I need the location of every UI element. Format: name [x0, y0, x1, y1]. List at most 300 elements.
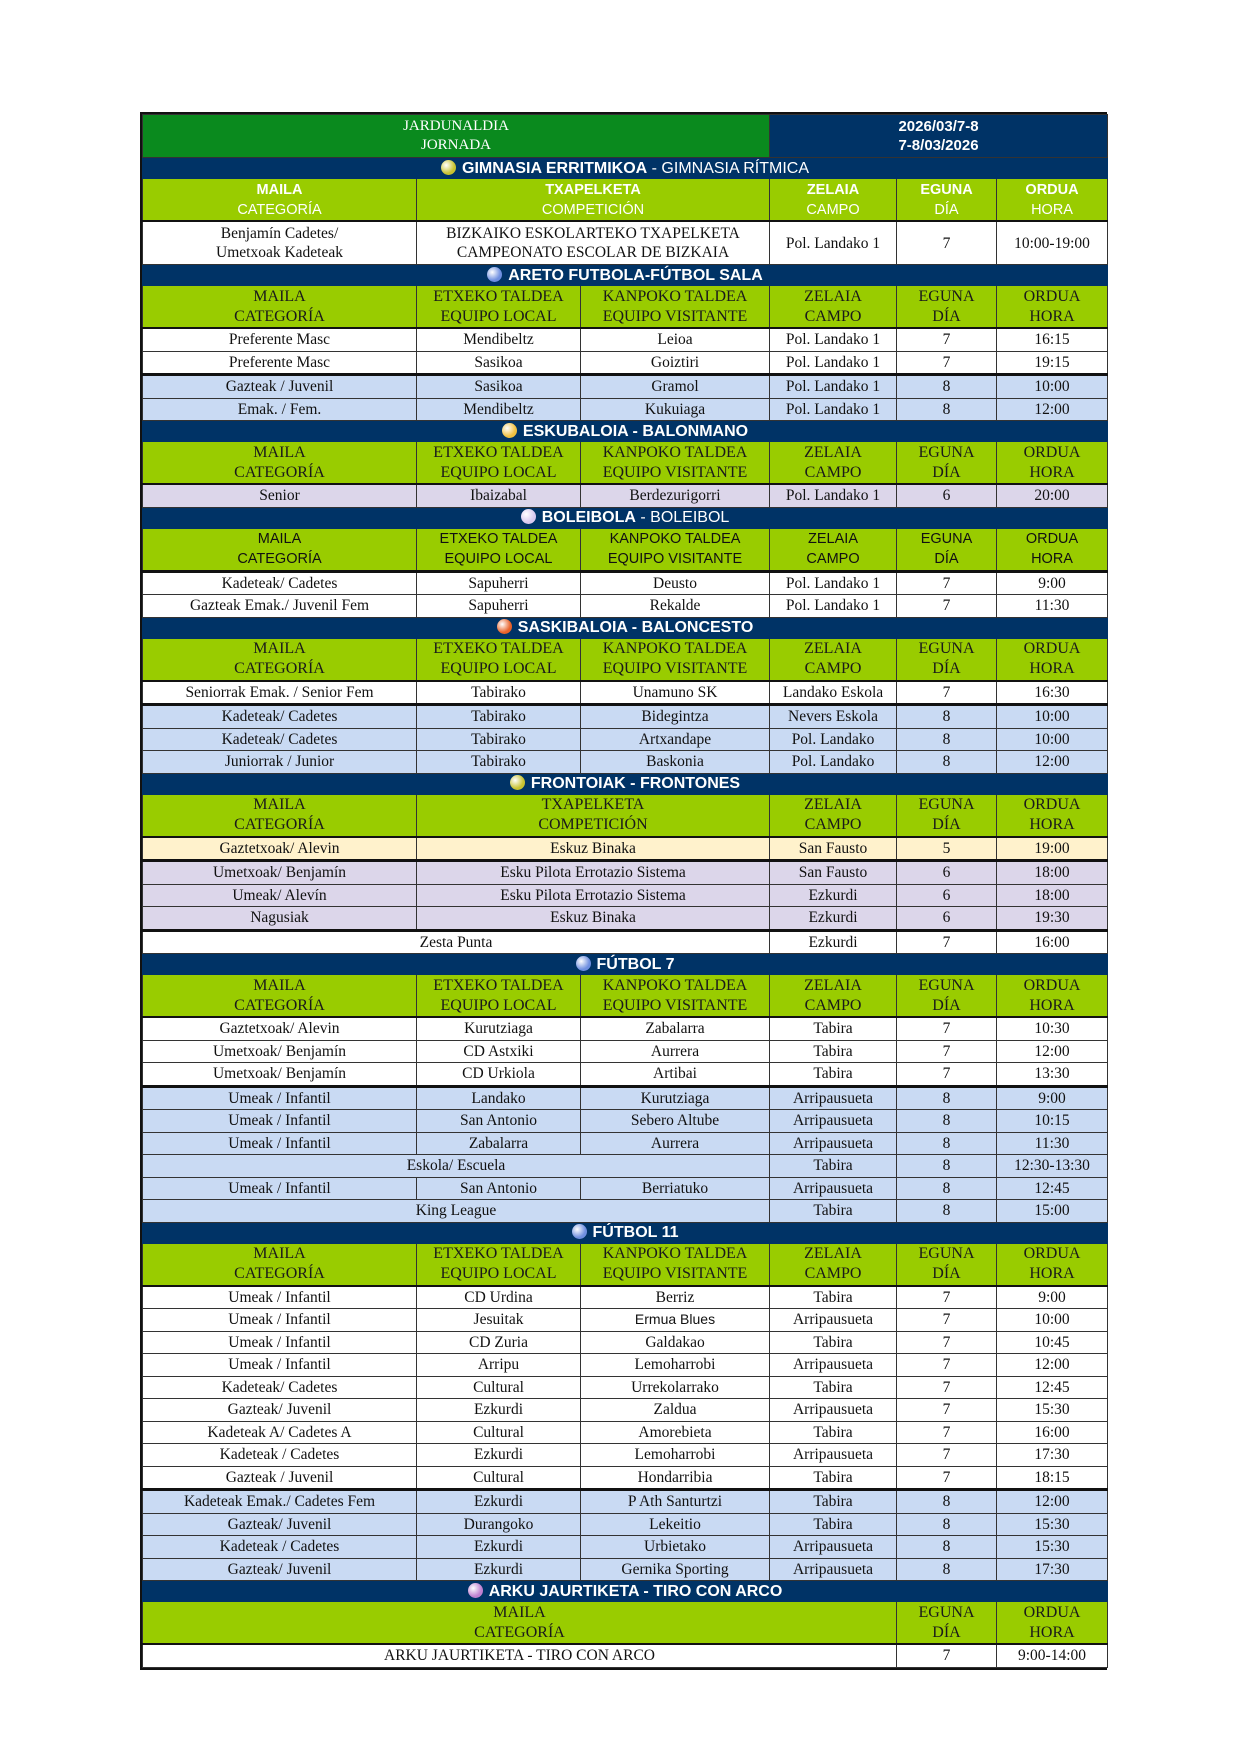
- table-cell: Jesuitak: [417, 1309, 581, 1332]
- cell-text: 12:30-13:30: [1014, 1157, 1090, 1175]
- table-cell: 12:00: [997, 1040, 1108, 1063]
- table-cell: Ezkurdi: [417, 1490, 581, 1514]
- table-cell: Emak. / Fem.: [143, 398, 417, 421]
- table-cell: [997, 1155, 1108, 1178]
- schedule-sheet: [140, 112, 1107, 1670]
- column-header-eu: MAILA: [253, 287, 306, 305]
- section-title-row: [143, 954, 1108, 975]
- cell-text: Umetxoak/ Benjamín: [212, 864, 346, 882]
- table-cell: 18:15: [997, 1466, 1108, 1490]
- column-header: [897, 1243, 997, 1286]
- table-cell: Umeak / Infantil: [143, 1331, 417, 1354]
- table-cell: 12:00: [997, 1354, 1108, 1377]
- table-cell: Berriatuko: [581, 1177, 770, 1200]
- table-cell: Umeak / Infantil: [143, 1132, 417, 1155]
- table-cell: 7: [897, 1309, 997, 1332]
- cell-text: 6: [942, 886, 951, 904]
- table-cell: Pol. Landako: [770, 728, 897, 751]
- table-cell: [997, 1644, 1108, 1667]
- column-header-eu: MAILA: [253, 976, 306, 994]
- table-cell: 12:00: [997, 398, 1108, 421]
- section-title: [143, 1222, 1108, 1243]
- table-cell: Berriz: [581, 1286, 770, 1309]
- column-header-es: CATEGORÍA: [234, 996, 325, 1014]
- column-header-es: DÍA: [932, 1623, 961, 1641]
- section-title-main: ARETO FUTBOLA-FÚTBOL SALA: [508, 266, 763, 284]
- table-row: [143, 1200, 1108, 1223]
- column-header: [997, 528, 1108, 571]
- table-cell: [143, 907, 417, 931]
- table-row: [143, 1536, 1108, 1559]
- table-row: [143, 884, 1108, 907]
- table-cell: Nevers Eskola: [770, 705, 897, 729]
- column-header-es: HORA: [1029, 660, 1075, 677]
- table-cell: [997, 930, 1108, 954]
- column-header-eu: ZELAIA: [804, 287, 862, 305]
- column-header: [897, 638, 997, 681]
- table-cell: Zabalarra: [417, 1132, 581, 1155]
- archery-icon: [468, 1583, 483, 1598]
- table-row: [143, 751, 1108, 774]
- column-header-es: DÍA: [932, 996, 961, 1014]
- table-cell: Lemoharrobi: [581, 1444, 770, 1467]
- table-cell: Goiztiri: [581, 351, 770, 375]
- table-cell: Leioa: [581, 328, 770, 351]
- table-row: [143, 681, 1108, 705]
- table-cell: 16:00: [997, 1421, 1108, 1444]
- table-cell: 7: [897, 1017, 997, 1040]
- column-header: [417, 286, 581, 329]
- column-header-es: CATEGORÍA: [474, 1623, 565, 1641]
- table-row: [143, 1376, 1108, 1399]
- cell-text: 10:00-19:00: [1014, 234, 1090, 252]
- table-cell: [897, 1644, 997, 1667]
- table-cell: Galdakao: [581, 1331, 770, 1354]
- column-header-es: CAMPO: [804, 660, 862, 677]
- column-header-es: HORA: [1031, 201, 1073, 218]
- column-header-eu: KANPOKO TALDEA: [602, 1245, 748, 1262]
- table-row: [143, 1644, 1108, 1667]
- table-cell: Landako Eskola: [770, 681, 897, 705]
- table-cell: Hondarribia: [581, 1466, 770, 1490]
- column-header: [770, 528, 897, 571]
- table-cell: [897, 907, 997, 931]
- table-cell: Artibai: [581, 1063, 770, 1087]
- table-row: [143, 1513, 1108, 1536]
- table-cell: 8: [897, 751, 997, 774]
- table-cell: [143, 861, 417, 885]
- cell-text: Eskola/ Escuela: [406, 1157, 506, 1175]
- column-header: [897, 286, 997, 329]
- table-cell: 7: [897, 1466, 997, 1490]
- table-row: [143, 398, 1108, 421]
- table-cell: P Ath Santurtzi: [581, 1490, 770, 1514]
- column-header-es: EQUIPO LOCAL: [440, 996, 557, 1014]
- table-cell: Arripausueta: [770, 1536, 897, 1559]
- column-header-eu: TXAPELKETA: [545, 181, 641, 198]
- column-header: [997, 179, 1108, 222]
- table-cell: Umeak / Infantil: [143, 1110, 417, 1133]
- column-header-es: COMPETICIÓN: [541, 201, 645, 218]
- table-cell: [997, 221, 1108, 265]
- column-header-eu: ZELAIA: [804, 976, 862, 994]
- table-cell: 8: [897, 728, 997, 751]
- table-row: [143, 1017, 1108, 1040]
- table-cell: Tabira: [770, 1376, 897, 1399]
- table-cell: Arripausueta: [770, 1110, 897, 1133]
- table-cell: Ezkurdi: [417, 1558, 581, 1581]
- section-title-main: GIMNASIA ERRITMIKOA: [462, 159, 648, 177]
- column-header: [897, 975, 997, 1018]
- date-eu: 2026/03/7-8: [898, 118, 979, 135]
- table-cell: 7: [897, 1444, 997, 1467]
- column-header-es: HORA: [1029, 1265, 1075, 1282]
- table-cell: 7: [897, 681, 997, 705]
- column-header-es: DÍA: [932, 660, 961, 677]
- handball-player-icon: [502, 423, 517, 438]
- table-cell: Juniorrak / Junior: [143, 751, 417, 774]
- table-cell: [770, 221, 897, 265]
- table-cell: 15:30: [997, 1399, 1108, 1422]
- column-header-eu: ETXEKO TALDEA: [433, 443, 564, 461]
- table-cell: Aurrera: [581, 1040, 770, 1063]
- jornada-es: JORNADA: [421, 137, 492, 153]
- table-cell: Kadeteak/ Cadetes: [143, 705, 417, 729]
- table-cell: [897, 1155, 997, 1178]
- column-header-eu: ORDUA: [1023, 796, 1081, 813]
- column-header: [143, 1243, 417, 1286]
- table-cell: 8: [897, 375, 997, 399]
- table-cell: Gramol: [581, 375, 770, 399]
- table-cell: Arripu: [417, 1354, 581, 1377]
- table-cell: Unamuno SK: [581, 681, 770, 705]
- column-header: [417, 1243, 581, 1286]
- cell-text: Esku Pilota Errotazio Sistema: [500, 886, 686, 904]
- column-header: [997, 1602, 1108, 1645]
- column-header: [417, 179, 770, 222]
- table-cell: Sebero Altube: [581, 1110, 770, 1133]
- table-cell: Cultural: [417, 1376, 581, 1399]
- section-title: [143, 421, 1108, 442]
- table-cell: Amorebieta: [581, 1421, 770, 1444]
- cell-text-2: Umetxoak Kadeteak: [216, 244, 343, 261]
- column-header-eu: ORDUA: [1025, 181, 1079, 198]
- column-header-eu: ZELAIA: [804, 640, 862, 657]
- table-cell: Kadeteak/ Cadetes: [143, 571, 417, 595]
- table-cell: [897, 221, 997, 265]
- column-header-eu: KANPOKO TALDEA: [602, 976, 748, 994]
- column-header-eu: MAILA: [253, 443, 306, 461]
- cell-text: Zesta Punta: [419, 933, 493, 951]
- column-header: [897, 442, 997, 485]
- column-header-es: EQUIPO VISITANTE: [602, 660, 748, 677]
- cell-text: 18:00: [1034, 886, 1070, 904]
- table-cell: Sasikoa: [417, 375, 581, 399]
- cell-text: Ezkurdi: [808, 909, 858, 927]
- cell-text: 7: [942, 234, 951, 252]
- table-cell: [897, 1200, 997, 1223]
- column-header-eu: MAILA: [257, 531, 302, 547]
- table-cell: 9:00: [997, 1286, 1108, 1309]
- column-header-es: CAMPO: [804, 816, 862, 833]
- section-title-row: [143, 617, 1108, 638]
- table-cell: Gazteak/ Juvenil: [143, 1558, 417, 1581]
- column-header-row: [143, 975, 1108, 1018]
- column-header-es: EQUIPO LOCAL: [440, 463, 557, 481]
- section-title: [143, 954, 1108, 975]
- column-header-eu: TXAPELKETA: [541, 796, 645, 813]
- column-header: [770, 1243, 897, 1286]
- column-header-es: DÍA: [934, 201, 959, 218]
- cell-text: Ezkurdi: [808, 933, 858, 951]
- table-cell: Arripausueta: [770, 1309, 897, 1332]
- table-cell: 12:00: [997, 751, 1108, 774]
- table-cell: [997, 1200, 1108, 1223]
- table-row: [143, 1558, 1108, 1581]
- column-header-eu: ETXEKO TALDEA: [439, 531, 558, 547]
- column-header: [897, 179, 997, 222]
- column-header: [897, 1602, 997, 1645]
- section-title-main: FÚTBOL 7: [596, 955, 675, 973]
- column-header-eu: ZELAIA: [804, 796, 862, 813]
- jornada-header-row: [143, 115, 1108, 158]
- table-row: [143, 907, 1108, 931]
- column-header-eu: EGUNA: [918, 640, 975, 657]
- column-header-eu: MAILA: [253, 1245, 306, 1262]
- table-cell: [143, 884, 417, 907]
- table-row: [143, 1399, 1108, 1422]
- column-header-eu: ORDUA: [1023, 1603, 1081, 1621]
- table-cell: Tabira: [770, 1017, 897, 1040]
- column-header: [581, 442, 770, 485]
- table-cell: Mendibeltz: [417, 398, 581, 421]
- jornada-label: [143, 115, 770, 158]
- jornada-eu: JARDUNALDIA: [403, 118, 509, 134]
- column-header-es: DÍA: [932, 463, 961, 481]
- column-header: [143, 794, 417, 837]
- cell-text: 7: [942, 1647, 951, 1665]
- section-title: [143, 1581, 1108, 1602]
- table-cell: Gaztetxoak/ Alevin: [143, 1017, 417, 1040]
- cell-text: BIZKAIKO ESKOLARTEKO TXAPELKETA: [446, 225, 740, 242]
- section-title-row: [143, 773, 1108, 794]
- column-header-es: HORA: [1031, 551, 1073, 567]
- table-row: [143, 1086, 1108, 1110]
- table-cell: Tabira: [770, 1063, 897, 1087]
- soccer-ball-icon: [487, 267, 502, 282]
- column-header-es: EQUIPO LOCAL: [440, 307, 557, 325]
- table-cell: [770, 1155, 897, 1178]
- table-cell: 11:30: [997, 1132, 1108, 1155]
- table-cell: Ermua Blues: [581, 1309, 770, 1332]
- table-cell: 10:00: [997, 375, 1108, 399]
- table-cell: Cultural: [417, 1421, 581, 1444]
- column-header-eu: ORDUA: [1023, 287, 1081, 305]
- table-cell: 7: [897, 328, 997, 351]
- column-header-row: [143, 286, 1108, 329]
- table-cell: Cultural: [417, 1466, 581, 1490]
- table-cell: Lekeitio: [581, 1513, 770, 1536]
- cell-text: Benjamín Cadetes/: [220, 225, 339, 242]
- table-cell: 12:45: [997, 1177, 1108, 1200]
- table-cell: 17:30: [997, 1444, 1108, 1467]
- table-cell: Pol. Landako 1: [770, 375, 897, 399]
- column-header-es: CATEGORÍA: [237, 551, 322, 567]
- table-row: [143, 484, 1108, 507]
- cell-text: ARKU JAURTIKETA - TIRO CON ARCO: [384, 1647, 655, 1665]
- cell-text: Eskuz Binaka: [550, 909, 636, 927]
- table-cell: Arripausueta: [770, 1132, 897, 1155]
- column-header: [581, 975, 770, 1018]
- column-header-es: DÍA: [934, 551, 959, 567]
- column-header: [997, 638, 1108, 681]
- cell-text: 8: [942, 1157, 951, 1175]
- column-header-row: [143, 442, 1108, 485]
- table-cell: 17:30: [997, 1558, 1108, 1581]
- cell-text: 15:00: [1034, 1202, 1070, 1220]
- column-header: [997, 1243, 1108, 1286]
- table-cell: Zabalarra: [581, 1017, 770, 1040]
- table-cell: Mendibeltz: [417, 328, 581, 351]
- table-cell: 7: [897, 1376, 997, 1399]
- table-cell: Rekalde: [581, 595, 770, 618]
- column-header-es: DÍA: [932, 1265, 961, 1282]
- table-row: [143, 1444, 1108, 1467]
- table-row: [143, 1354, 1108, 1377]
- table-cell: Kadeteak/ Cadetes: [143, 1376, 417, 1399]
- table-cell: Pol. Landako 1: [770, 571, 897, 595]
- column-header-row: [143, 794, 1108, 837]
- column-header-es: CAMPO: [804, 463, 862, 481]
- column-header-es: EQUIPO LOCAL: [440, 660, 557, 677]
- table-row: [143, 571, 1108, 595]
- section-title-sub: - GIMNASIA RÍTMICA: [647, 159, 809, 177]
- table-cell: [897, 837, 997, 861]
- table-cell: Gernika Sporting: [581, 1558, 770, 1581]
- table-row: [143, 1286, 1108, 1309]
- section-title: [143, 773, 1108, 794]
- table-cell: [897, 884, 997, 907]
- table-cell: [417, 884, 770, 907]
- table-row: [143, 1063, 1108, 1087]
- column-header: [770, 794, 897, 837]
- section-title-row: [143, 158, 1108, 179]
- table-cell: 7: [897, 1331, 997, 1354]
- table-row: [143, 375, 1108, 399]
- column-header-es: COMPETICIÓN: [538, 816, 648, 833]
- cell-text: King League: [415, 1202, 497, 1220]
- table-cell: 8: [897, 1177, 997, 1200]
- cell-text: 19:00: [1034, 839, 1070, 857]
- table-cell: 19:15: [997, 351, 1108, 375]
- column-header-es: CATEGORÍA: [234, 307, 325, 325]
- table-cell: 8: [897, 1558, 997, 1581]
- table-cell: Bidegintza: [581, 705, 770, 729]
- table-cell: Kadeteak/ Cadetes: [143, 728, 417, 751]
- column-header: [143, 528, 417, 571]
- section-title-row: [143, 421, 1108, 442]
- table-cell: Zaldua: [581, 1399, 770, 1422]
- column-header-es: CAMPO: [806, 551, 860, 567]
- column-header: [997, 286, 1108, 329]
- table-cell: 13:30: [997, 1063, 1108, 1087]
- table-cell: 16:30: [997, 681, 1108, 705]
- section-title-row: [143, 1581, 1108, 1602]
- table-cell: Kadeteak Emak./ Cadetes Fem: [143, 1490, 417, 1514]
- column-header-row: [143, 1243, 1108, 1286]
- table-cell: 10:00: [997, 705, 1108, 729]
- table-cell: Gazteak / Juvenil: [143, 1466, 417, 1490]
- section-title-main: BOLEIBOLA: [541, 509, 636, 526]
- column-header-eu: ETXEKO TALDEA: [433, 287, 564, 305]
- column-header-es: CATEGORÍA: [234, 660, 325, 677]
- table-cell: Sapuherri: [417, 595, 581, 618]
- table-cell: Tabira: [770, 1331, 897, 1354]
- table-cell: Urrekolarrako: [581, 1376, 770, 1399]
- table-cell: Tabira: [770, 1513, 897, 1536]
- table-cell: [770, 837, 897, 861]
- column-header: [770, 975, 897, 1018]
- table-cell: 7: [897, 595, 997, 618]
- column-header-es: DÍA: [932, 816, 961, 833]
- section-title-main: SASKIBALOIA - BALONCESTO: [517, 619, 754, 636]
- column-header-es: CATEGORÍA: [234, 1265, 325, 1282]
- column-header-row: [143, 528, 1108, 571]
- cell-text: 6: [942, 864, 951, 882]
- table-row: [143, 1466, 1108, 1490]
- column-header-eu: EGUNA: [918, 443, 975, 461]
- table-cell: 15:30: [997, 1513, 1108, 1536]
- section-title-main: FRONTOIAK - FRONTONES: [530, 775, 741, 792]
- column-header: [770, 442, 897, 485]
- column-header-es: CAMPO: [804, 307, 862, 325]
- table-cell: Baskonia: [581, 751, 770, 774]
- cell-text: 5: [942, 839, 951, 857]
- table-cell: Kurutziaga: [581, 1086, 770, 1110]
- schedule-table: [142, 114, 1108, 1668]
- column-header-row: [143, 1602, 1108, 1645]
- table-cell: Kadeteak / Cadetes: [143, 1536, 417, 1559]
- table-cell: Tabira: [770, 1421, 897, 1444]
- table-cell: Tabirako: [417, 705, 581, 729]
- column-header: [581, 638, 770, 681]
- table-cell: 7: [897, 1063, 997, 1087]
- table-cell: 10:45: [997, 1331, 1108, 1354]
- column-header-eu: KANPOKO TALDEA: [602, 640, 748, 657]
- pelota-ball-icon: [510, 775, 525, 790]
- table-cell: 10:30: [997, 1017, 1108, 1040]
- column-header-eu: MAILA: [493, 1603, 546, 1621]
- table-cell: Tabira: [770, 1466, 897, 1490]
- table-cell: Gazteak Emak./ Juvenil Fem: [143, 595, 417, 618]
- column-header-es: HORA: [1029, 996, 1075, 1014]
- table-cell: 8: [897, 1110, 997, 1133]
- cell-text: San Fausto: [798, 839, 868, 857]
- table-row: [143, 930, 1108, 954]
- column-header: [897, 794, 997, 837]
- table-row: [143, 861, 1108, 885]
- column-header: [997, 794, 1108, 837]
- cell-text-2: CAMPEONATO ESCOLAR DE BIZKAIA: [456, 244, 730, 261]
- section-title: [143, 265, 1108, 286]
- table-cell: Umeak / Infantil: [143, 1177, 417, 1200]
- table-cell: 9:00: [997, 1086, 1108, 1110]
- section-title-row: [143, 265, 1108, 286]
- table-row: [143, 1331, 1108, 1354]
- table-row: [143, 1155, 1108, 1178]
- column-header-es: EQUIPO LOCAL: [440, 1265, 557, 1282]
- soccer-ball-icon: [576, 956, 591, 971]
